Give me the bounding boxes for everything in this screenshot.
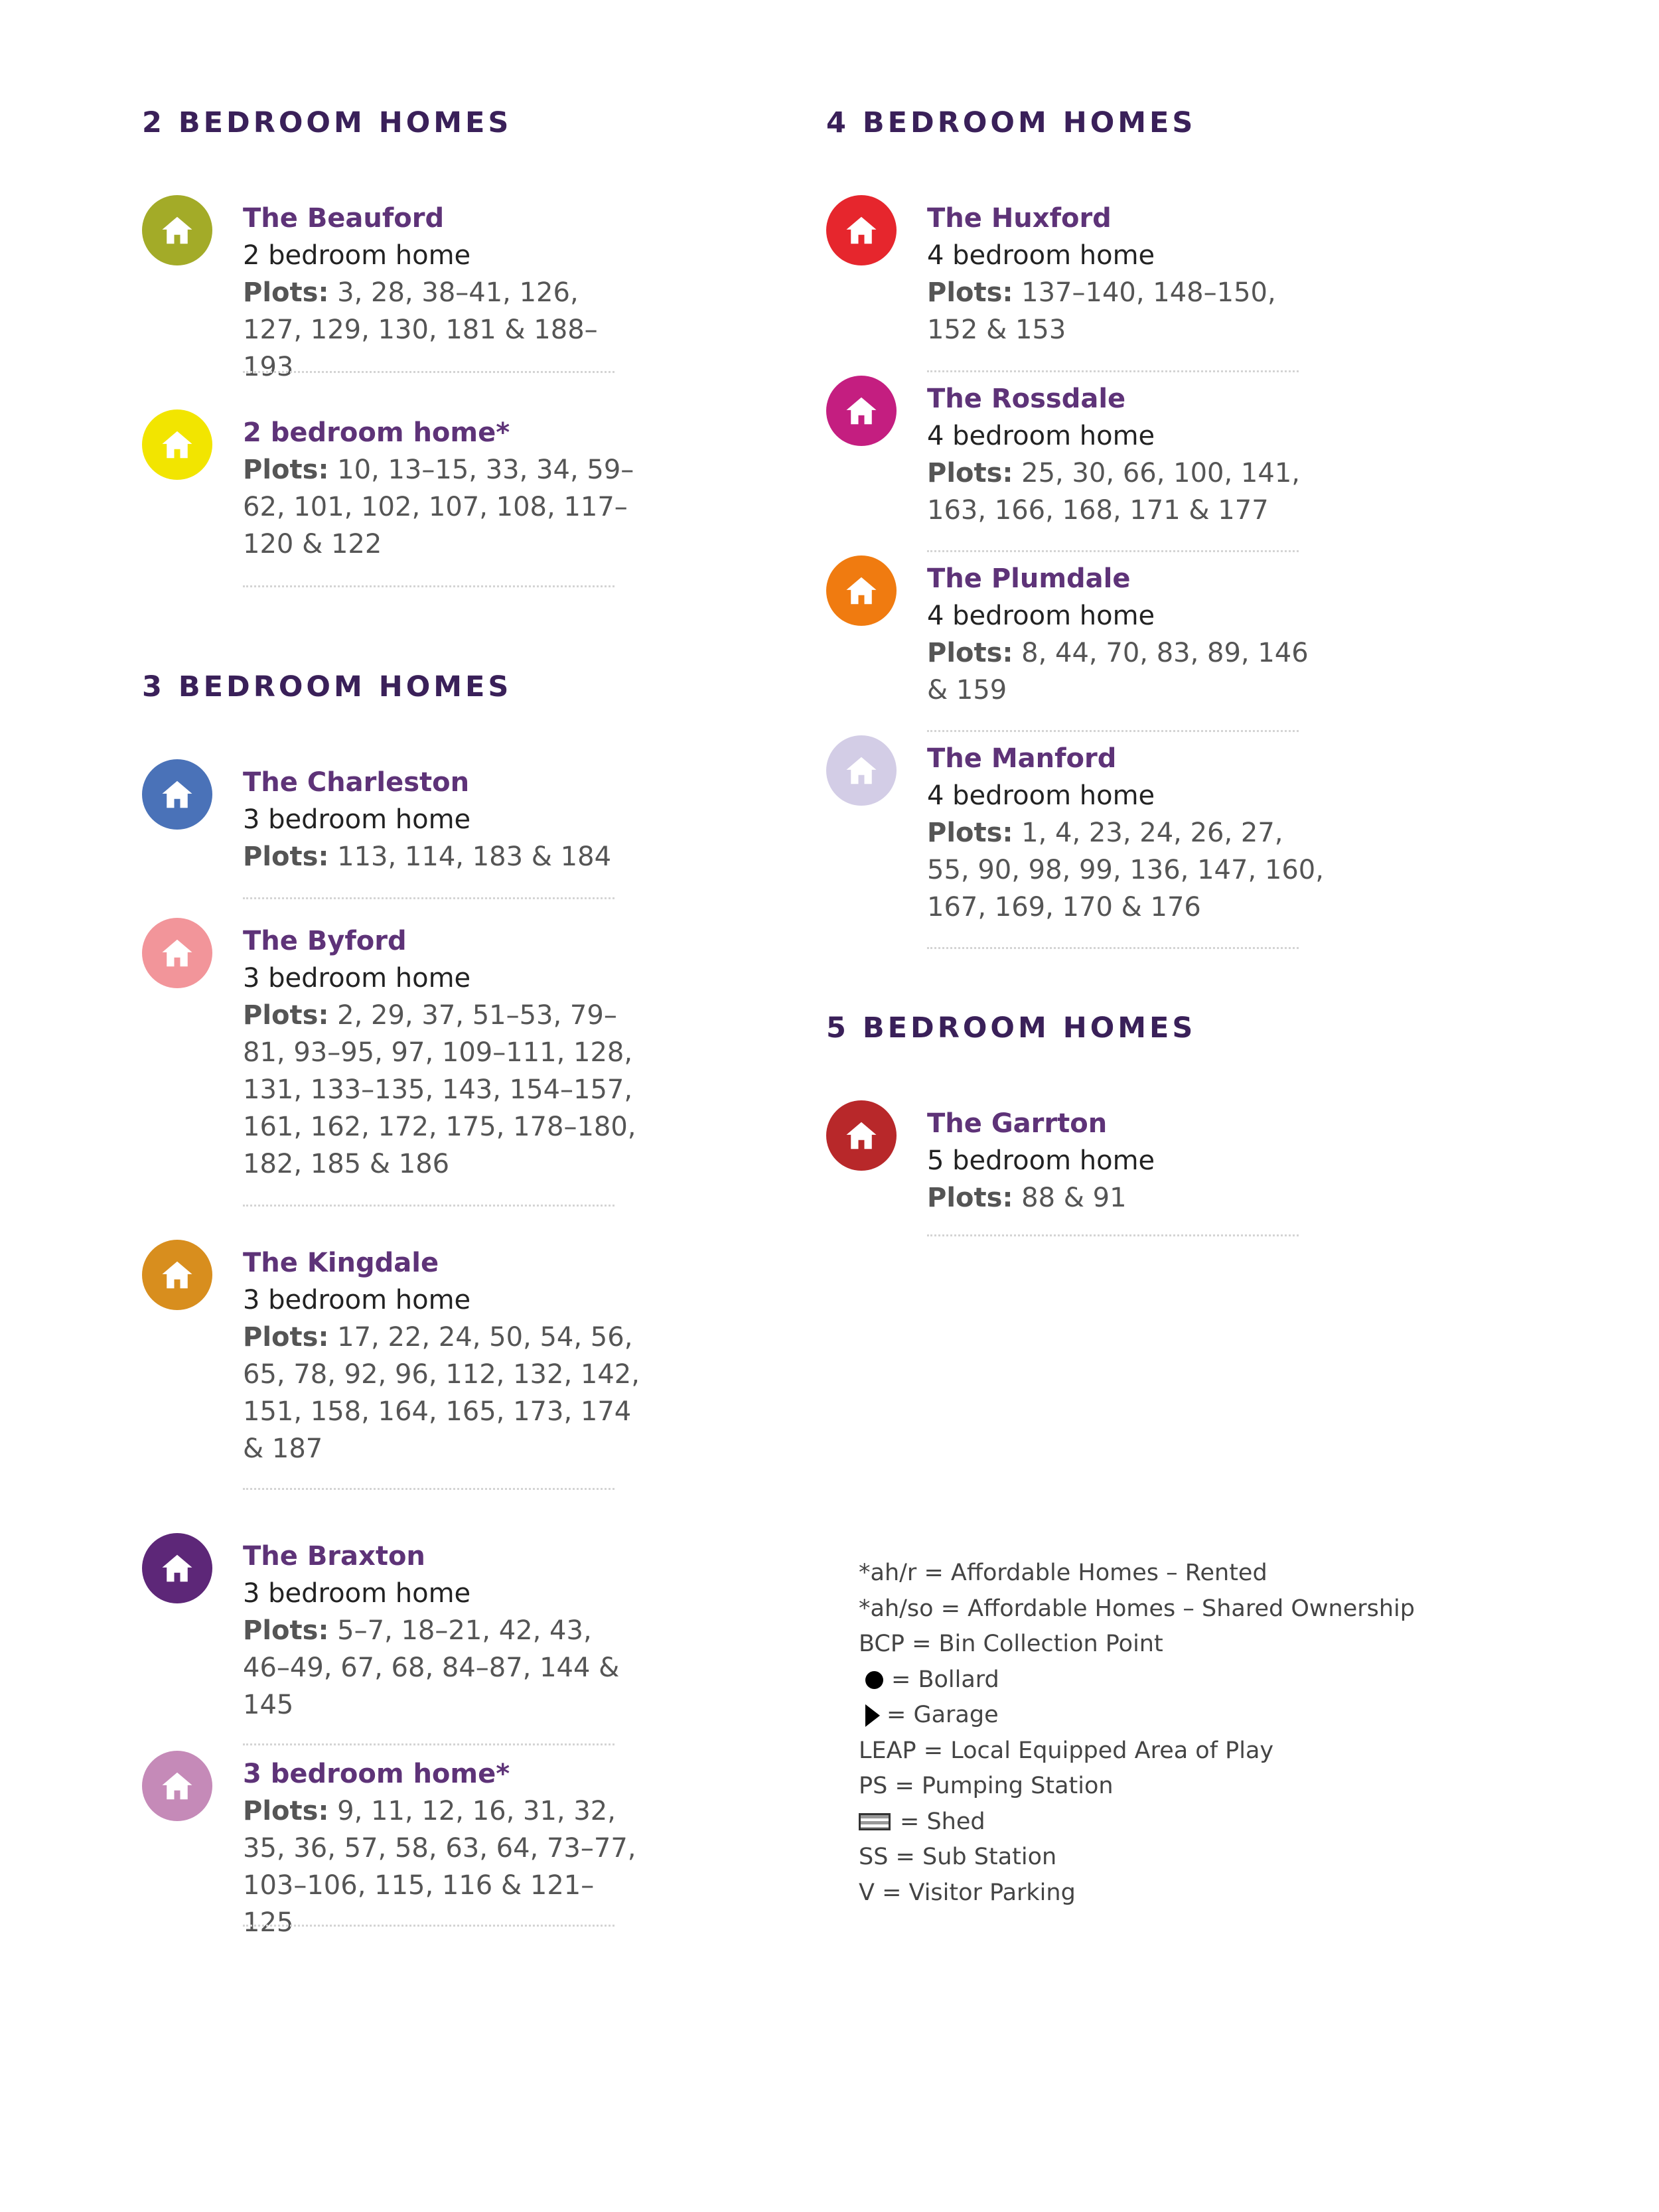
- plots-label: Plots:: [243, 842, 329, 872]
- plots-label: Plots:: [243, 1000, 329, 1031]
- house-icon: [826, 376, 897, 446]
- legend-item-ps: PS = Pumping Station: [859, 1773, 1114, 1799]
- divider: [927, 730, 1299, 732]
- legend: [859, 1556, 1415, 1911]
- plots-value: 88 & 91: [1021, 1183, 1127, 1213]
- home-name: The Beauford: [243, 203, 445, 234]
- home-plots: [243, 838, 641, 875]
- home-name: The Garrton: [927, 1108, 1108, 1139]
- plots-label: Plots:: [927, 277, 1013, 308]
- plots-label: Plots:: [243, 1615, 329, 1646]
- plots-label: Plots:: [243, 1796, 329, 1826]
- plots-value: 8, 44, 70, 83, 89, 146 & 159: [927, 638, 1309, 705]
- home-plots: [243, 1612, 641, 1724]
- legend-item-ss: SS = Sub Station: [859, 1844, 1057, 1870]
- home-description: 2 bedroom home: [243, 240, 471, 271]
- divider: [243, 371, 614, 373]
- house-icon: [826, 735, 897, 806]
- home-description: 4 bedroom home: [927, 601, 1155, 631]
- plots-value: 113, 114, 183 & 184: [337, 842, 612, 872]
- legend-item-leap: LEAP = Local Equipped Area of Play: [859, 1737, 1274, 1764]
- home-description: 3 bedroom home: [243, 963, 471, 994]
- divider: [927, 370, 1299, 372]
- plots-value: 137–140, 148–150, 152 & 153: [927, 277, 1276, 345]
- legend-item-ahso: *ah/so = Affordable Homes – Shared Ownership: [859, 1595, 1415, 1622]
- house-icon: [142, 1751, 212, 1821]
- plots-value: 1, 4, 23, 24, 26, 27, 55, 90, 98, 99, 136, 147, 160, 167, 169, 170 & 176: [927, 818, 1324, 922]
- house-icon: [142, 759, 212, 830]
- divider: [927, 947, 1299, 949]
- house-icon: [142, 918, 212, 988]
- garage-icon: [865, 1704, 880, 1727]
- plots-value: 10, 13–15, 33, 34, 59–62, 101, 102, 107, 108, 117–120 & 122: [243, 455, 634, 559]
- house-icon: [826, 1100, 897, 1171]
- divider: [243, 1925, 614, 1927]
- plots-label: Plots:: [927, 458, 1013, 488]
- plots-value: 9, 11, 12, 16, 31, 32, 35, 36, 57, 58, 63, 64, 73–77, 103–106, 115, 116 & 121–125: [243, 1796, 636, 1938]
- section-title-2-bedroom: 2 BEDROOM HOMES: [142, 106, 512, 139]
- divider: [243, 897, 614, 899]
- home-description: 3 bedroom home: [243, 804, 471, 835]
- plots-label: Plots:: [927, 638, 1013, 668]
- home-plots: [927, 274, 1325, 348]
- home-plots: [243, 451, 641, 563]
- plots-value: 17, 22, 24, 50, 54, 56, 65, 78, 92, 96, 112, 132, 142, 151, 158, 164, 165, 173, 174 & 187: [243, 1322, 640, 1464]
- legend-item-shed: [859, 1805, 1415, 1840]
- home-description: 5 bedroom home: [927, 1145, 1155, 1176]
- house-icon: [142, 1240, 212, 1310]
- house-icon: [142, 409, 212, 480]
- legend-item-bollard: [859, 1662, 1415, 1698]
- home-name: The Rossdale: [927, 384, 1126, 414]
- home-plots: [927, 814, 1325, 926]
- plots-label: Plots:: [243, 277, 329, 308]
- house-icon: [142, 195, 212, 265]
- plots-value: 2, 29, 37, 51–53, 79–81, 93–95, 97, 109–111, 128, 131, 133–135, 143, 154–157, 161, 162, 172, 175, 178–180, 182, 185 & 186: [243, 1000, 636, 1179]
- home-name: The Plumdale: [927, 563, 1131, 594]
- home-name: 2 bedroom home*: [243, 417, 510, 448]
- home-description: 4 bedroom home: [927, 421, 1155, 451]
- plots-value: 3, 28, 38–41, 126, 127, 129, 130, 181 & 188–193: [243, 277, 598, 382]
- divider: [243, 1488, 614, 1490]
- home-plots: [927, 634, 1325, 709]
- legend-item-bcp: BCP = Bin Collection Point: [859, 1631, 1163, 1657]
- house-icon: [142, 1533, 212, 1603]
- home-plots: [243, 997, 641, 1183]
- plots-value: 25, 30, 66, 100, 141, 163, 166, 168, 171 & 177: [927, 458, 1300, 526]
- section-title-4-bedroom: 4 BEDROOM HOMES: [826, 106, 1196, 139]
- legend-item-garage: [859, 1698, 1415, 1733]
- home-plots: [927, 455, 1325, 529]
- home-name: The Huxford: [927, 203, 1112, 234]
- plots-label: Plots:: [243, 455, 329, 485]
- home-plots: [243, 1793, 641, 1941]
- plots-label: Plots:: [243, 1322, 329, 1353]
- divider: [927, 550, 1299, 552]
- legend-label: = Garage: [887, 1702, 999, 1728]
- home-name: The Charleston: [243, 767, 470, 798]
- home-name: 3 bedroom home*: [243, 1759, 510, 1789]
- home-plots: [243, 1319, 641, 1467]
- divider: [243, 1743, 614, 1745]
- home-name: The Manford: [927, 743, 1117, 774]
- home-plots: [243, 274, 641, 386]
- home-description: 4 bedroom home: [927, 780, 1155, 811]
- legend-label: = Bollard: [891, 1666, 999, 1693]
- section-title-3-bedroom: 3 BEDROOM HOMES: [142, 670, 512, 703]
- divider: [243, 585, 614, 587]
- home-name: The Kingdale: [243, 1248, 439, 1278]
- divider: [243, 1205, 614, 1207]
- bollard-icon: [865, 1671, 883, 1689]
- legend-item-ahr: *ah/r = Affordable Homes – Rented: [859, 1560, 1267, 1586]
- plots-value: 5–7, 18–21, 42, 43, 46–49, 67, 68, 84–87, 144 & 145: [243, 1615, 620, 1720]
- house-icon: [826, 555, 897, 626]
- house-icon: [826, 195, 897, 265]
- plots-label: Plots:: [927, 1183, 1013, 1213]
- home-plots: [927, 1179, 1325, 1217]
- home-description: 4 bedroom home: [927, 240, 1155, 271]
- section-title-5-bedroom: 5 BEDROOM HOMES: [826, 1011, 1196, 1045]
- home-name: The Byford: [243, 926, 407, 956]
- home-description: 3 bedroom home: [243, 1578, 471, 1609]
- home-name: The Braxton: [243, 1541, 425, 1572]
- shed-icon: [859, 1813, 891, 1830]
- divider: [927, 1234, 1299, 1236]
- legend-label: = Shed: [900, 1808, 985, 1835]
- plots-label: Plots:: [927, 818, 1013, 848]
- home-description: 3 bedroom home: [243, 1285, 471, 1315]
- legend-item-v: V = Visitor Parking: [859, 1879, 1076, 1906]
